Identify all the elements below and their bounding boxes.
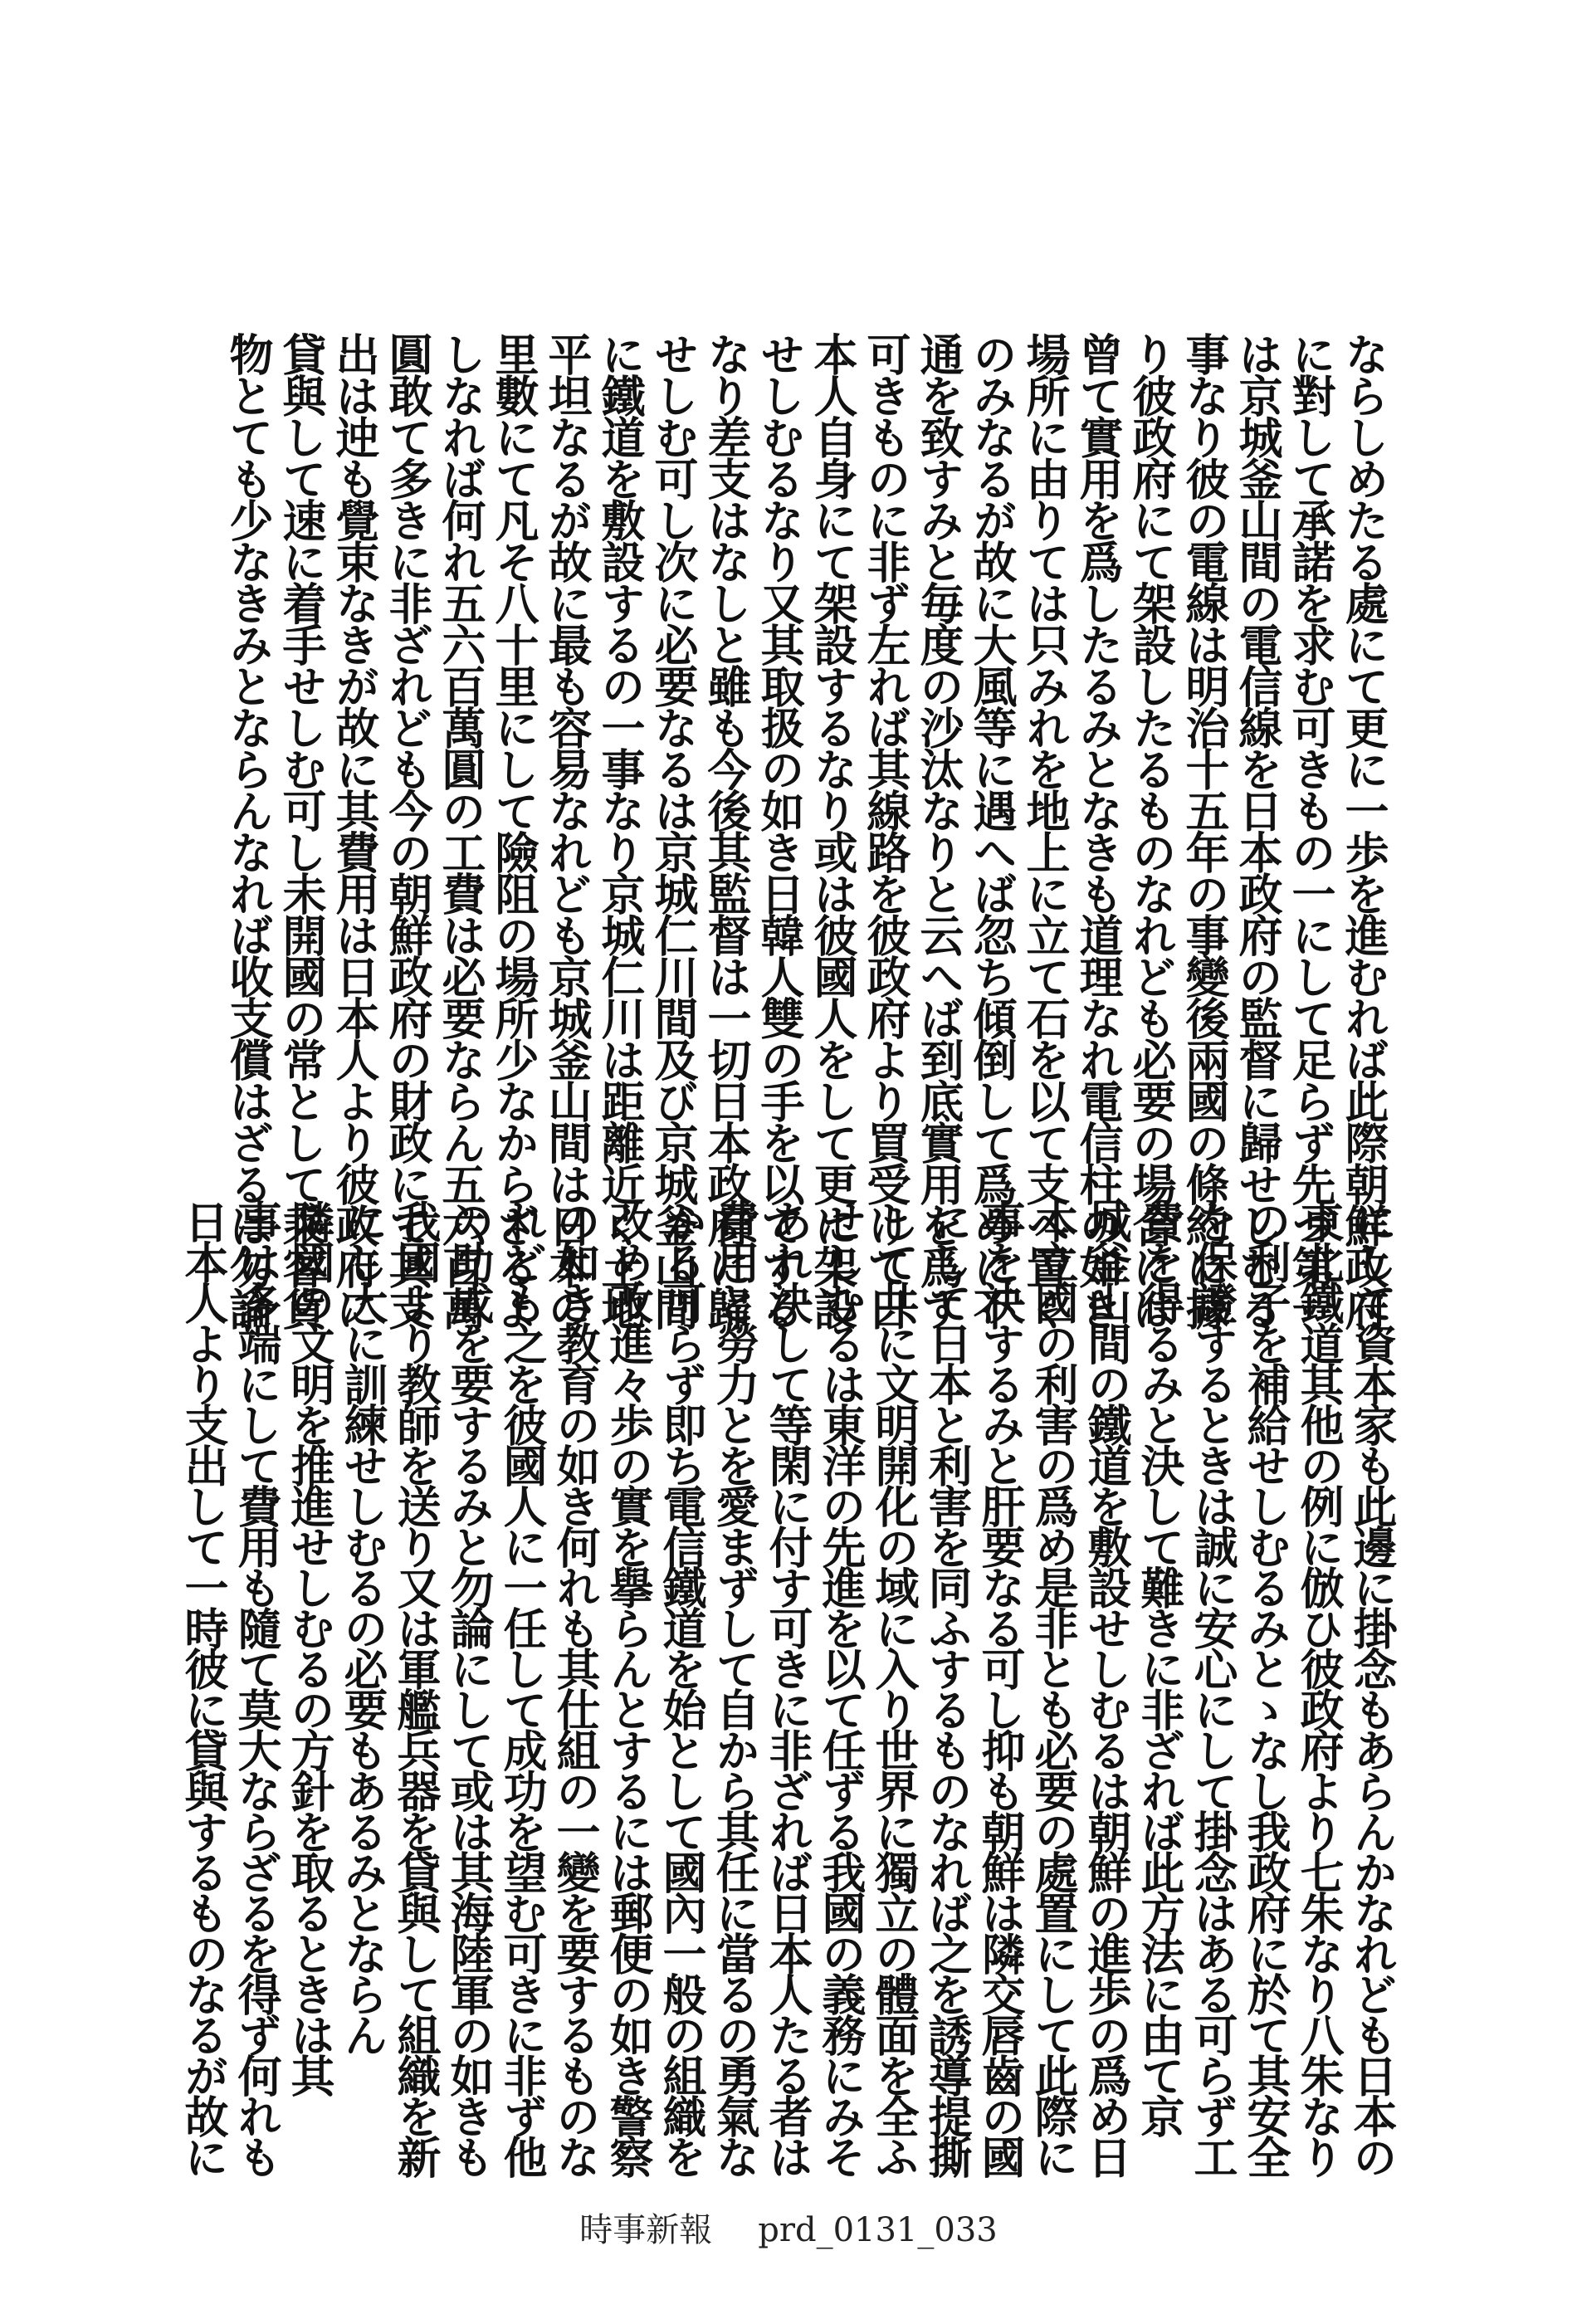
text-column: 我國より教師を送り又は軍艦兵器を貸與して組織を新 — [390, 1199, 442, 2175]
text-column: にして資本家も此邊に掛念もあらんかなれども日本の — [1346, 1199, 1398, 2175]
text-column: の如き教育の如き何れも其仕組の一變を要するものな — [549, 1199, 601, 2175]
text-column: 物とても少なきみとならんなれば收支償はざるは勿論 — [222, 332, 274, 1328]
text-column: 事は多端にして費用も隨て莫大ならざるを得ず何れも — [231, 1199, 282, 2175]
text-column: 出は迚も覺束なきが故に其費用は日本人より彼政府に — [329, 332, 380, 1328]
page-footer — [0, 2204, 1577, 2251]
text-column: しなれば何れ五六百萬圓の工費は必要ならん五六百萬 — [435, 332, 486, 1328]
text-column: は京城釜山間の電信線を日本政府の監督に歸せしむる — [1232, 332, 1283, 1328]
text-column: り彼政府にて架設したるものなれども必要の場合には — [1125, 332, 1177, 1328]
text-column: 曾て實用を爲したるみとなきも道理なれ電信柱の如き — [1072, 332, 1124, 1328]
text-column: ならしめたる處にて更に一歩を進むれば此際朝鮮政府 — [1338, 332, 1389, 1328]
text-column: あれ決して等閑に付す可きに非ざれば日本人たる者は — [762, 1199, 813, 2175]
text-column: 本立國の利害の爲め是非とも必要の處置にして此際に — [1028, 1199, 1079, 2175]
text-column: 改め改進々歩の實を擧らんとするには郵便の如き警察 — [603, 1199, 654, 2175]
page-identifier: prd_0131_033 — [758, 2211, 998, 2249]
text-column: 隣國の文明を推進せしむるの方針を取るときは其 — [284, 1199, 335, 2094]
text-column: の利子を補給せしむるみとゝなし我政府に於て其安全 — [1240, 1199, 1291, 2175]
text-column: にして日本と利害を同ふするものなれば之を誘導提撕 — [921, 1199, 973, 2175]
text-column: 里數にて凡そ八十里にして險阻の場所少なからざるよ — [488, 332, 540, 1328]
text-column: のみなるが故に大風等に遇へば忽ち傾倒して爲めに不 — [966, 332, 1018, 1328]
newspaper-name: 時事新報 — [579, 2211, 713, 2249]
text-column: せしむ可し次に必要なるは京城仁川間及び京城釜山間 — [647, 332, 699, 1328]
text-column: にし大に訓練せしむるの必要もあるみとならん — [337, 1199, 388, 2053]
text-column: 日本人より支出して一時彼に貸與するものなるが故に — [178, 1199, 229, 2175]
text-column: 本人自身にて架設するなり或は彼國人をして更に架設 — [807, 332, 858, 1328]
text-column: 貸與して速に着手せしむ可し未開國の常として乘客貨 — [276, 332, 327, 1328]
text-column: 費用と勞力とを愛まずして自から其任に當るの勇氣な — [709, 1199, 760, 2175]
text-column: せしむるは東洋の先進を以て任ずる我國の義務にみそ — [815, 1199, 867, 2175]
text-column: に鐵道を敷設するの一事なり京城仁川は距離近く土地 — [594, 332, 646, 1328]
text-column: の助成を要するみと勿論にして或は其海陸軍の如きも — [443, 1199, 495, 2175]
text-column: 圓敢て多きに非ざれども今の朝鮮政府の財政にて其支 — [382, 332, 433, 1328]
text-column: を保證するときは誠に安心にして掛念はある可らず工 — [1187, 1199, 1238, 2175]
text-column: 費を得るみと決して難きに非ざれば此方法に由て京 — [1134, 1199, 1185, 2135]
text-column: かる可らず即ち電信鐵道を始として國內一般の組織を — [656, 1199, 707, 2175]
text-column: 平坦なるが故に最も容易なれども京城釜山間は日本の — [541, 332, 593, 1328]
text-column: 場所に由りては只みれを地上に立て石を以て支へ置く — [1019, 332, 1071, 1328]
text-column: れども之を彼國人に一任して成功を望む可きに非ず他 — [496, 1199, 548, 2175]
text-column: 事を決するみと肝要なる可し抑も朝鮮は隣交唇齒の國 — [974, 1199, 1026, 2175]
text-column: 城釜山間の鐵道を敷設せしむるは朝鮮の進歩の爲め日 — [1081, 1199, 1132, 2175]
text-column: なり差支はなしと雖も今後其監督は一切日本政府に歸 — [701, 332, 752, 1328]
text-column: に對して承諾を求む可きもの一にして足らず先づ第一 — [1285, 332, 1336, 1328]
text-column: して共に文明開化の域に入り世界に獨立の體面を全ふ — [868, 1199, 920, 2175]
text-column: せしむるなり又其取扱の如き日韓人雙の手を以てする — [754, 332, 805, 1328]
text-column: 可きものに非ず左れば其線路を彼政府より買受けて日 — [860, 332, 911, 1328]
text-column: 通を致すみと毎度の沙汰なりと云へば到底實用を爲す — [913, 332, 964, 1328]
upper-text-block — [187, 332, 1390, 1328]
lower-text-block — [178, 1199, 1399, 2175]
text-column: 東北鐵道其他の例に倣ひ彼政府より七朱なり八朱なり — [1293, 1199, 1345, 2175]
text-column: 事なり彼の電線は明治十五年の事變後兩國の條約に據 — [1179, 332, 1230, 1328]
